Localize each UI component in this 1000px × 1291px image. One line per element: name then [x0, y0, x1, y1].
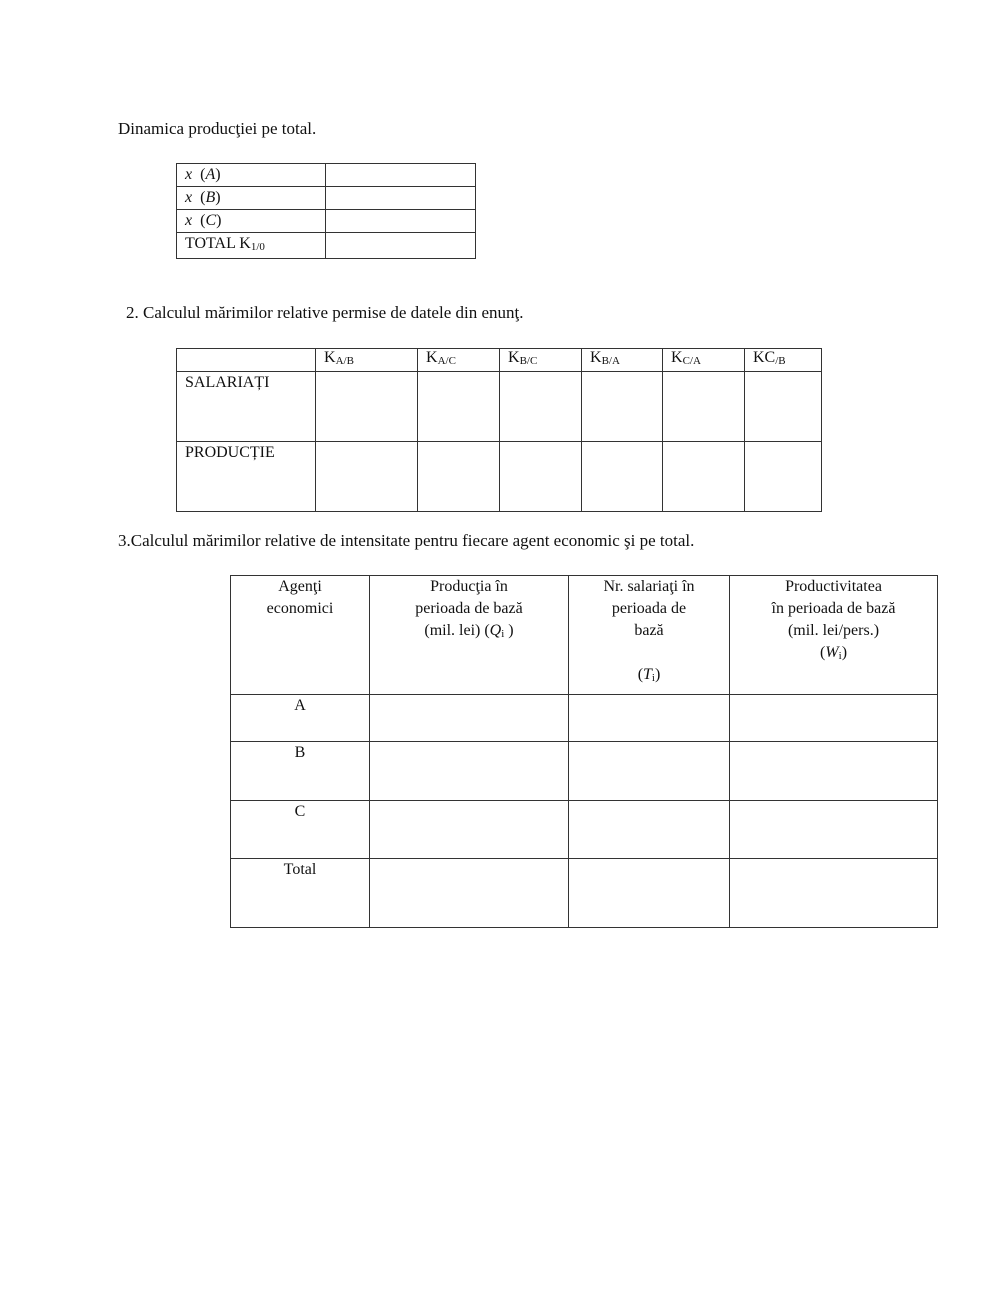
col-header: $K_{B/C}$ [500, 349, 582, 372]
answer-cell[interactable] [569, 801, 730, 859]
answer-cell[interactable] [569, 742, 730, 801]
table-row [177, 372, 822, 442]
col-header: $K_{B/A}$ [582, 349, 663, 372]
table-header-row [231, 576, 938, 695]
answer-cell[interactable] [663, 372, 745, 442]
relative-magnitudes-table [176, 348, 822, 512]
answer-cell[interactable] [500, 442, 582, 512]
header-productivity: Productivitatea în perioada de bază (mil. lei/pers.) $(W_i)$ [730, 576, 938, 695]
row-label: C [231, 801, 370, 859]
header-employees: Nr. salariaţi în perioada de bază $(T_i)$ [569, 576, 730, 695]
answer-cell[interactable] [326, 164, 476, 187]
answer-cell[interactable] [582, 442, 663, 512]
table-row [177, 187, 476, 210]
answer-cell[interactable] [730, 801, 938, 859]
table-row [177, 210, 476, 233]
row-label: B [231, 742, 370, 801]
answer-cell[interactable] [745, 372, 822, 442]
answer-cell[interactable] [326, 233, 476, 259]
header-agents: Agenţi economici [231, 576, 370, 695]
answer-cell[interactable] [370, 801, 569, 859]
table-header-row [177, 349, 822, 372]
row-label: Total [231, 859, 370, 928]
row-label: TOTAL $K_{1/0}$ [177, 233, 326, 259]
answer-cell[interactable] [370, 695, 569, 742]
answer-cell[interactable] [418, 372, 500, 442]
answer-cell[interactable] [582, 372, 663, 442]
row-label: PRODUCȚIE [177, 442, 316, 512]
answer-cell[interactable] [370, 859, 569, 928]
answer-cell[interactable] [370, 742, 569, 801]
table-row [231, 859, 938, 928]
row-label: x (B) [177, 187, 326, 210]
answer-cell[interactable] [569, 695, 730, 742]
row-label: x (C) [177, 210, 326, 233]
row-label: A [231, 695, 370, 742]
answer-cell[interactable] [730, 859, 938, 928]
header-production: Producţia în perioada de bază (mil. lei) ($Q_i$ ) [370, 576, 569, 695]
section1-heading: Dinamica producţiei pe total. [118, 119, 317, 138]
answer-cell[interactable] [663, 442, 745, 512]
table-row [177, 164, 476, 187]
intensity-table [230, 575, 938, 928]
section2-heading: 2. Calculul mărimilor relative permise de datele din enunţ. [126, 303, 524, 322]
answer-cell[interactable] [418, 442, 500, 512]
answer-cell[interactable] [745, 442, 822, 512]
answer-cell[interactable] [316, 372, 418, 442]
answer-cell[interactable] [730, 695, 938, 742]
table-row [177, 233, 476, 259]
col-header: $K_{C/A}$ [663, 349, 745, 372]
production-dynamics-table [176, 163, 476, 259]
col-header: $KC_{/B}$ [745, 349, 822, 372]
answer-cell[interactable] [326, 187, 476, 210]
answer-cell[interactable] [316, 442, 418, 512]
table-row [177, 442, 822, 512]
col-header: $K_{A/C}$ [418, 349, 500, 372]
answer-cell[interactable] [569, 859, 730, 928]
col-header: $K_{A/B}$ [316, 349, 418, 372]
row-label: x (A) [177, 164, 326, 187]
table-row [231, 742, 938, 801]
answer-cell[interactable] [730, 742, 938, 801]
section3-heading: 3.Calculul mărimilor relative de intensitate pentru fiecare agent economic şi pe total. [118, 531, 695, 550]
answer-cell[interactable] [500, 372, 582, 442]
answer-cell[interactable] [326, 210, 476, 233]
row-label: SALARIAȚI [177, 372, 316, 442]
corner-cell [177, 349, 316, 372]
table-row [231, 801, 938, 859]
table-row [231, 695, 938, 742]
